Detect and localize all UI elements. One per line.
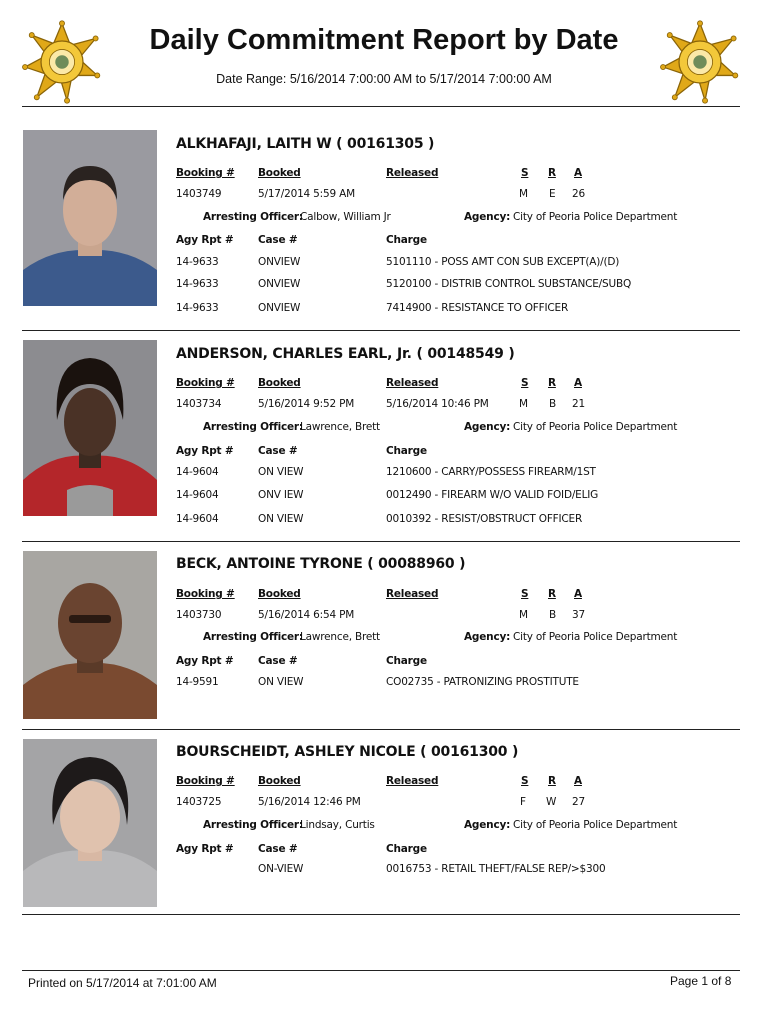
case-label: Case #: [258, 843, 298, 855]
agency-value: City of Peoria Police Department: [513, 819, 678, 831]
booked-datetime: 5/17/2014 5:59 AM: [258, 188, 355, 200]
agy-rpt-label: Agy Rpt #: [176, 843, 234, 855]
age-value: 21: [572, 398, 585, 410]
record-divider: [22, 541, 740, 542]
agency-label: Agency:: [464, 631, 511, 643]
agency-label: Agency:: [464, 211, 511, 223]
mugshot-photo: [23, 739, 157, 907]
sex-label: S: [521, 588, 529, 600]
race-label: R: [548, 377, 556, 389]
arresting-officer-label: Arresting Officer:: [203, 211, 303, 223]
released-label: Released: [386, 167, 439, 179]
case-label: Case #: [258, 234, 298, 246]
inmate-name: BOURSCHEIDT, ASHLEY NICOLE ( 00161300 ): [176, 744, 519, 760]
sex-label: S: [521, 377, 529, 389]
booked-label: Booked: [258, 588, 301, 600]
booking-label: Booking #: [176, 167, 235, 179]
released-label: Released: [386, 775, 439, 787]
booked-datetime: 5/16/2014 6:54 PM: [258, 609, 355, 621]
charge-label: Charge: [386, 445, 427, 457]
sheriff-star-badge-icon: [658, 20, 742, 104]
age-value: 37: [572, 609, 585, 621]
released-label: Released: [386, 377, 439, 389]
booked-label: Booked: [258, 377, 301, 389]
charge-description: 5120100 - DISTRIB CONTROL SUBSTANCE/SUBQ: [386, 278, 632, 290]
inmate-name: ALKHAFAJI, LAITH W ( 00161305 ): [176, 136, 435, 152]
charge-case: ONV IEW: [258, 489, 304, 501]
charge-agy-rpt: 14-9591: [176, 676, 219, 688]
mugshot-photo: [23, 551, 157, 719]
charge-case: ON VIEW: [258, 466, 304, 478]
race-label: R: [548, 775, 556, 787]
age-label: A: [574, 775, 582, 787]
report-title: Daily Commitment Report by Date: [149, 24, 619, 56]
charge-case: ON VIEW: [258, 513, 304, 525]
charge-agy-rpt: 14-9604: [176, 513, 219, 525]
booking-label: Booking #: [176, 588, 235, 600]
charge-case: ON VIEW: [258, 676, 304, 688]
age-label: A: [574, 167, 582, 179]
agency-label: Agency:: [464, 819, 511, 831]
age-value: 26: [572, 188, 585, 200]
age-label: A: [574, 588, 582, 600]
booking-number: 1403730: [176, 609, 222, 621]
charge-description: 7414900 - RESISTANCE TO OFFICER: [386, 302, 569, 314]
report-header: [0, 0, 768, 108]
mugshot-photo: [23, 340, 157, 516]
booking-number: 1403734: [176, 398, 222, 410]
released-datetime: 5/16/2014 10:46 PM: [386, 398, 489, 410]
age-label: A: [574, 377, 582, 389]
charge-agy-rpt: 14-9633: [176, 256, 219, 268]
record-divider: [22, 330, 740, 331]
agency-value: City of Peoria Police Department: [513, 631, 678, 643]
agy-rpt-label: Agy Rpt #: [176, 655, 234, 667]
charge-case: ON-VIEW: [258, 863, 304, 875]
charge-agy-rpt: 14-9633: [176, 278, 219, 290]
sex-label: S: [521, 775, 529, 787]
inmate-name: ANDERSON, CHARLES EARL, Jr. ( 00148549 ): [176, 346, 515, 362]
arresting-officer-value: Calbow, William Jr: [300, 211, 391, 223]
charge-case: ONVIEW: [258, 278, 301, 290]
charge-label: Charge: [386, 843, 427, 855]
booked-label: Booked: [258, 167, 301, 179]
sheriff-star-badge-icon: [20, 20, 104, 104]
charge-label: Charge: [386, 655, 427, 667]
charge-agy-rpt: 14-9633: [176, 302, 219, 314]
charge-agy-rpt: 14-9604: [176, 489, 219, 501]
booking-number: 1403749: [176, 188, 222, 200]
date-range: Date Range: 5/16/2014 7:00:00 AM to 5/17/2014 7:00:00 AM: [216, 72, 552, 86]
sex-label: S: [521, 167, 529, 179]
page-number: Page 1 of 8: [670, 974, 732, 988]
agency-value: City of Peoria Police Department: [513, 421, 678, 433]
booking-label: Booking #: [176, 775, 235, 787]
booked-label: Booked: [258, 775, 301, 787]
case-label: Case #: [258, 655, 298, 667]
race-value: B: [549, 609, 557, 621]
race-value: W: [546, 796, 557, 808]
sex-value: F: [520, 796, 526, 808]
charge-case: ONVIEW: [258, 256, 301, 268]
record-divider: [22, 914, 740, 915]
charge-description: CO02735 - PATRONIZING PROSTITUTE: [386, 676, 579, 688]
header-divider: [22, 106, 740, 107]
arresting-officer-value: Lawrence, Brett: [300, 421, 380, 433]
mugshot-photo: [23, 130, 157, 306]
race-value: B: [549, 398, 557, 410]
charge-description: 1210600 - CARRY/POSSESS FIREARM/1ST: [386, 466, 596, 478]
charge-agy-rpt: 14-9604: [176, 466, 219, 478]
booking-label: Booking #: [176, 377, 235, 389]
record-divider: [22, 729, 740, 730]
charge-case: ONVIEW: [258, 302, 301, 314]
agency-label: Agency:: [464, 421, 511, 433]
charge-description: 0012490 - FIREARM W/O VALID FOID/ELIG: [386, 489, 599, 501]
charge-description: 0010392 - RESIST/OBSTRUCT OFFICER: [386, 513, 583, 525]
race-label: R: [548, 167, 556, 179]
arresting-officer-label: Arresting Officer:: [203, 631, 303, 643]
agency-value: City of Peoria Police Department: [513, 211, 678, 223]
released-label: Released: [386, 588, 439, 600]
charge-label: Charge: [386, 234, 427, 246]
booked-datetime: 5/16/2014 12:46 PM: [258, 796, 361, 808]
printed-timestamp: Printed on 5/17/2014 at 7:01:00 AM: [28, 976, 217, 990]
booked-datetime: 5/16/2014 9:52 PM: [258, 398, 355, 410]
race-value: E: [549, 188, 556, 200]
footer-divider: [22, 970, 740, 971]
age-value: 27: [572, 796, 585, 808]
charge-description: 0016753 - RETAIL THEFT/FALSE REP/>$300: [386, 863, 606, 875]
charge-description: 5101110 - POSS AMT CON SUB EXCEPT(A)/(D): [386, 256, 620, 268]
sex-value: M: [519, 609, 528, 621]
arresting-officer-label: Arresting Officer:: [203, 819, 303, 831]
arresting-officer-value: Lawrence, Brett: [300, 631, 380, 643]
arresting-officer-label: Arresting Officer:: [203, 421, 303, 433]
agy-rpt-label: Agy Rpt #: [176, 445, 234, 457]
case-label: Case #: [258, 445, 298, 457]
agy-rpt-label: Agy Rpt #: [176, 234, 234, 246]
sex-value: M: [519, 188, 528, 200]
race-label: R: [548, 588, 556, 600]
booking-number: 1403725: [176, 796, 222, 808]
inmate-name: BECK, ANTOINE TYRONE ( 00088960 ): [176, 556, 466, 572]
arresting-officer-value: Lindsay, Curtis: [300, 819, 375, 831]
sex-value: M: [519, 398, 528, 410]
